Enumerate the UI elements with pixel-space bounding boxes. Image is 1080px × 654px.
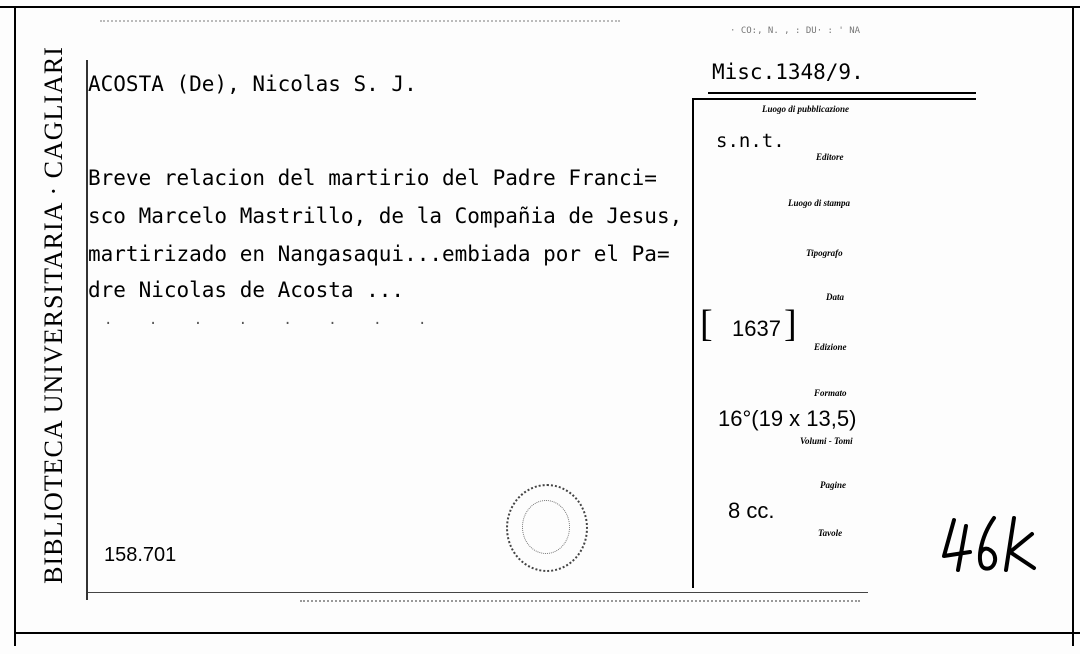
label-plates: Tavole	[818, 528, 843, 538]
label-publisher: Editore	[816, 152, 844, 162]
shelfmark: Misc.1348/9.	[712, 60, 864, 84]
label-place: Luogo di pubblicazione	[762, 104, 850, 114]
library-seal	[506, 484, 588, 572]
dotted-tail: . . . . . . . .	[104, 312, 441, 328]
title-line-1: Breve relacion del martirio del Padre Franci=	[88, 166, 657, 190]
date-bracket-open: [	[700, 303, 713, 345]
label-date: Data	[826, 292, 844, 302]
title-line-3: martirizado en Nangasaqui...embiada por el Pa=	[88, 242, 670, 266]
label-edition: Edizione	[814, 342, 847, 352]
inventory-number: 158.701	[104, 544, 177, 566]
scan-noise-bottom	[300, 600, 860, 602]
label-pages: Pagine	[820, 480, 846, 490]
label-print-place: Luogo di stampa	[788, 198, 851, 208]
handwritten-mark	[936, 512, 1046, 582]
title-line-4: dre Nicolas de Acosta ...	[88, 278, 405, 302]
author-heading: ACOSTA (De), Nicolas S. J.	[88, 72, 417, 96]
card-right-edge	[1072, 6, 1074, 646]
label-printer: Tipografo	[806, 248, 843, 258]
header-faint-text: · CO:, N. , : DU· : ' NA	[730, 26, 861, 36]
bottom-rule	[88, 592, 868, 593]
scan-noise-top	[100, 20, 620, 22]
value-format: 16°(19 x 13,5)	[718, 406, 857, 431]
value-date: 1637	[732, 316, 781, 341]
title-line-2: sco Marcelo Mastrillo, de la Compañia de Jesus,	[88, 204, 683, 228]
card-top-edge	[0, 6, 1080, 8]
label-volumes: Volumi - Tomi	[800, 436, 853, 446]
left-margin-line	[86, 60, 88, 600]
library-stamp: BIBLIOTECA UNIVERSITARIA · CAGLIARI	[39, 46, 68, 584]
date-bracket-close: ]	[784, 303, 797, 345]
value-place: s.n.t.	[716, 130, 785, 152]
card-bottom-edge	[14, 632, 1080, 634]
panel-left-border	[692, 98, 694, 588]
shelfmark-underline	[708, 92, 976, 94]
label-format: Formato	[814, 388, 847, 398]
panel-top-border	[692, 98, 976, 100]
value-pages: 8 cc.	[728, 498, 775, 523]
card-left-edge	[14, 6, 16, 646]
